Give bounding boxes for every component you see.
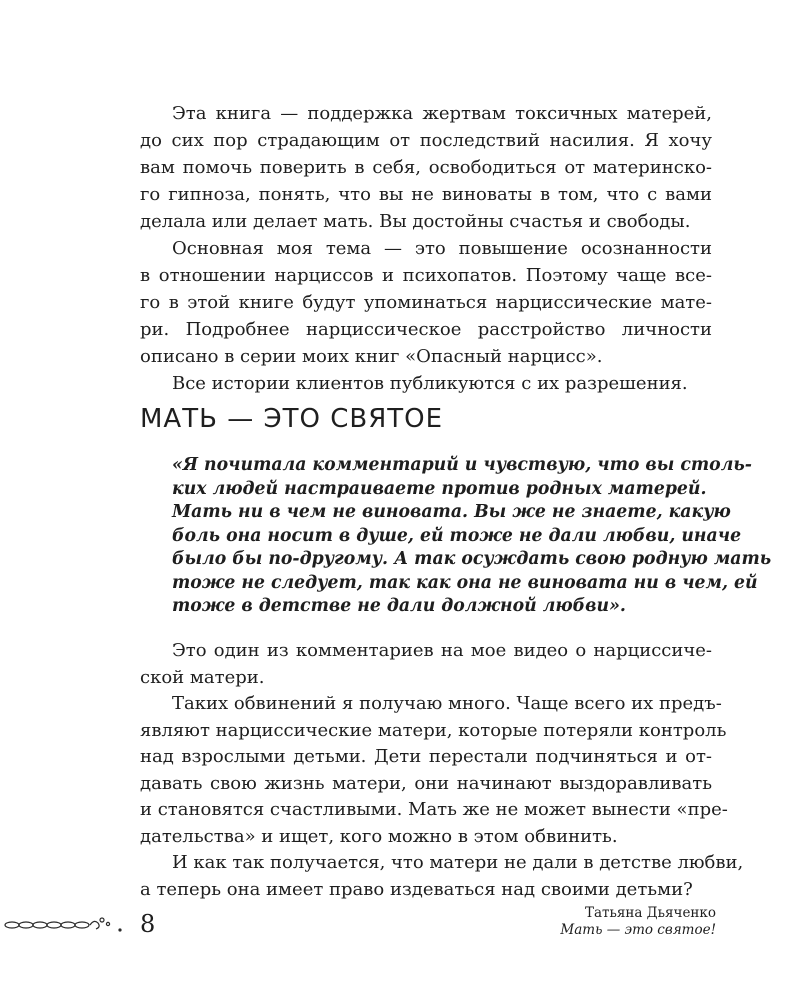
running-footer bbox=[560, 905, 716, 939]
text-line: го гипноза, понять, что вы не виноваты в том, что с вами bbox=[140, 184, 712, 205]
text-line: а теперь она имеет право издеваться над своими детьми? bbox=[140, 878, 693, 900]
text-line: описано в серии моих книг «Опасный нарцисс». bbox=[140, 346, 603, 367]
quote-line: тоже не следует, так как она не виновата ни в чем, ей bbox=[172, 572, 758, 593]
quote-line: ких людей настраиваете против родных матерей. bbox=[172, 478, 707, 499]
text-line: давать свою жизнь матери, они начинают выздоравливать bbox=[140, 772, 712, 794]
quote-line: «Я почитала комментарий и чувствую, что вы столь- bbox=[172, 455, 752, 475]
text-line: дательства» и ищет, кого можно в этом обвинить. bbox=[140, 825, 618, 847]
text-line: ской матери. bbox=[140, 666, 265, 688]
quote-line: тоже в детстве не дали должной любви». bbox=[172, 596, 626, 616]
text-line: Основная моя тема — это повышение осознанности bbox=[172, 238, 712, 259]
text-line: делала или делает мать. Вы достойны счастья и свободы. bbox=[140, 211, 691, 232]
text-line: вам помочь поверить в себя, освободиться от материнско- bbox=[140, 157, 712, 178]
chain-ornament-icon bbox=[2, 912, 130, 936]
section-heading: МАТЬ — ЭТО СВЯТОЕ bbox=[140, 404, 444, 434]
page-number: 8 bbox=[140, 910, 156, 938]
text-line: Эта книга — поддержка жертвам токсичных матерей, bbox=[172, 103, 712, 124]
text-line: до сих пор страдающим от последствий насилия. Я хочу bbox=[140, 130, 712, 151]
text-line: в отношении нарциссов и психопатов. Поэтому чаще все- bbox=[140, 265, 712, 286]
text-line: являют нарциссические матери, которые потеряли контроль bbox=[140, 719, 727, 741]
text-line: И как так получается, что матери не дали в детстве любви, bbox=[172, 852, 744, 873]
text-line: и становятся счастливыми. Мать же не может вынести «пре- bbox=[140, 799, 728, 820]
book-title: Мать — это святое! bbox=[560, 922, 716, 938]
text-line: го в этой книге будут упоминаться нарциссические мате- bbox=[140, 292, 712, 313]
quote-line: Мать ни в чем не виновата. Вы же не знаете, какую bbox=[172, 502, 731, 522]
text-line: Это один из комментариев на мое видео о нарциссиче- bbox=[172, 640, 712, 661]
text-line: над взрослыми детьми. Дети перестали подчиняться и от- bbox=[140, 746, 712, 767]
text-line: ри. Подробнее нарциссическое расстройство личности bbox=[140, 319, 712, 340]
author-name: Татьяна Дьяченко bbox=[584, 905, 716, 921]
text-line: Таких обвинений я получаю много. Чаще всего их предъ- bbox=[172, 693, 722, 714]
text-line: Все истории клиентов публикуются с их разрешения. bbox=[172, 373, 688, 394]
quote-line: боль она носит в душе, ей тоже не дали любви, иначе bbox=[172, 525, 742, 546]
quote-line: было бы по-другому. А так осуждать свою родную мать bbox=[172, 549, 772, 569]
